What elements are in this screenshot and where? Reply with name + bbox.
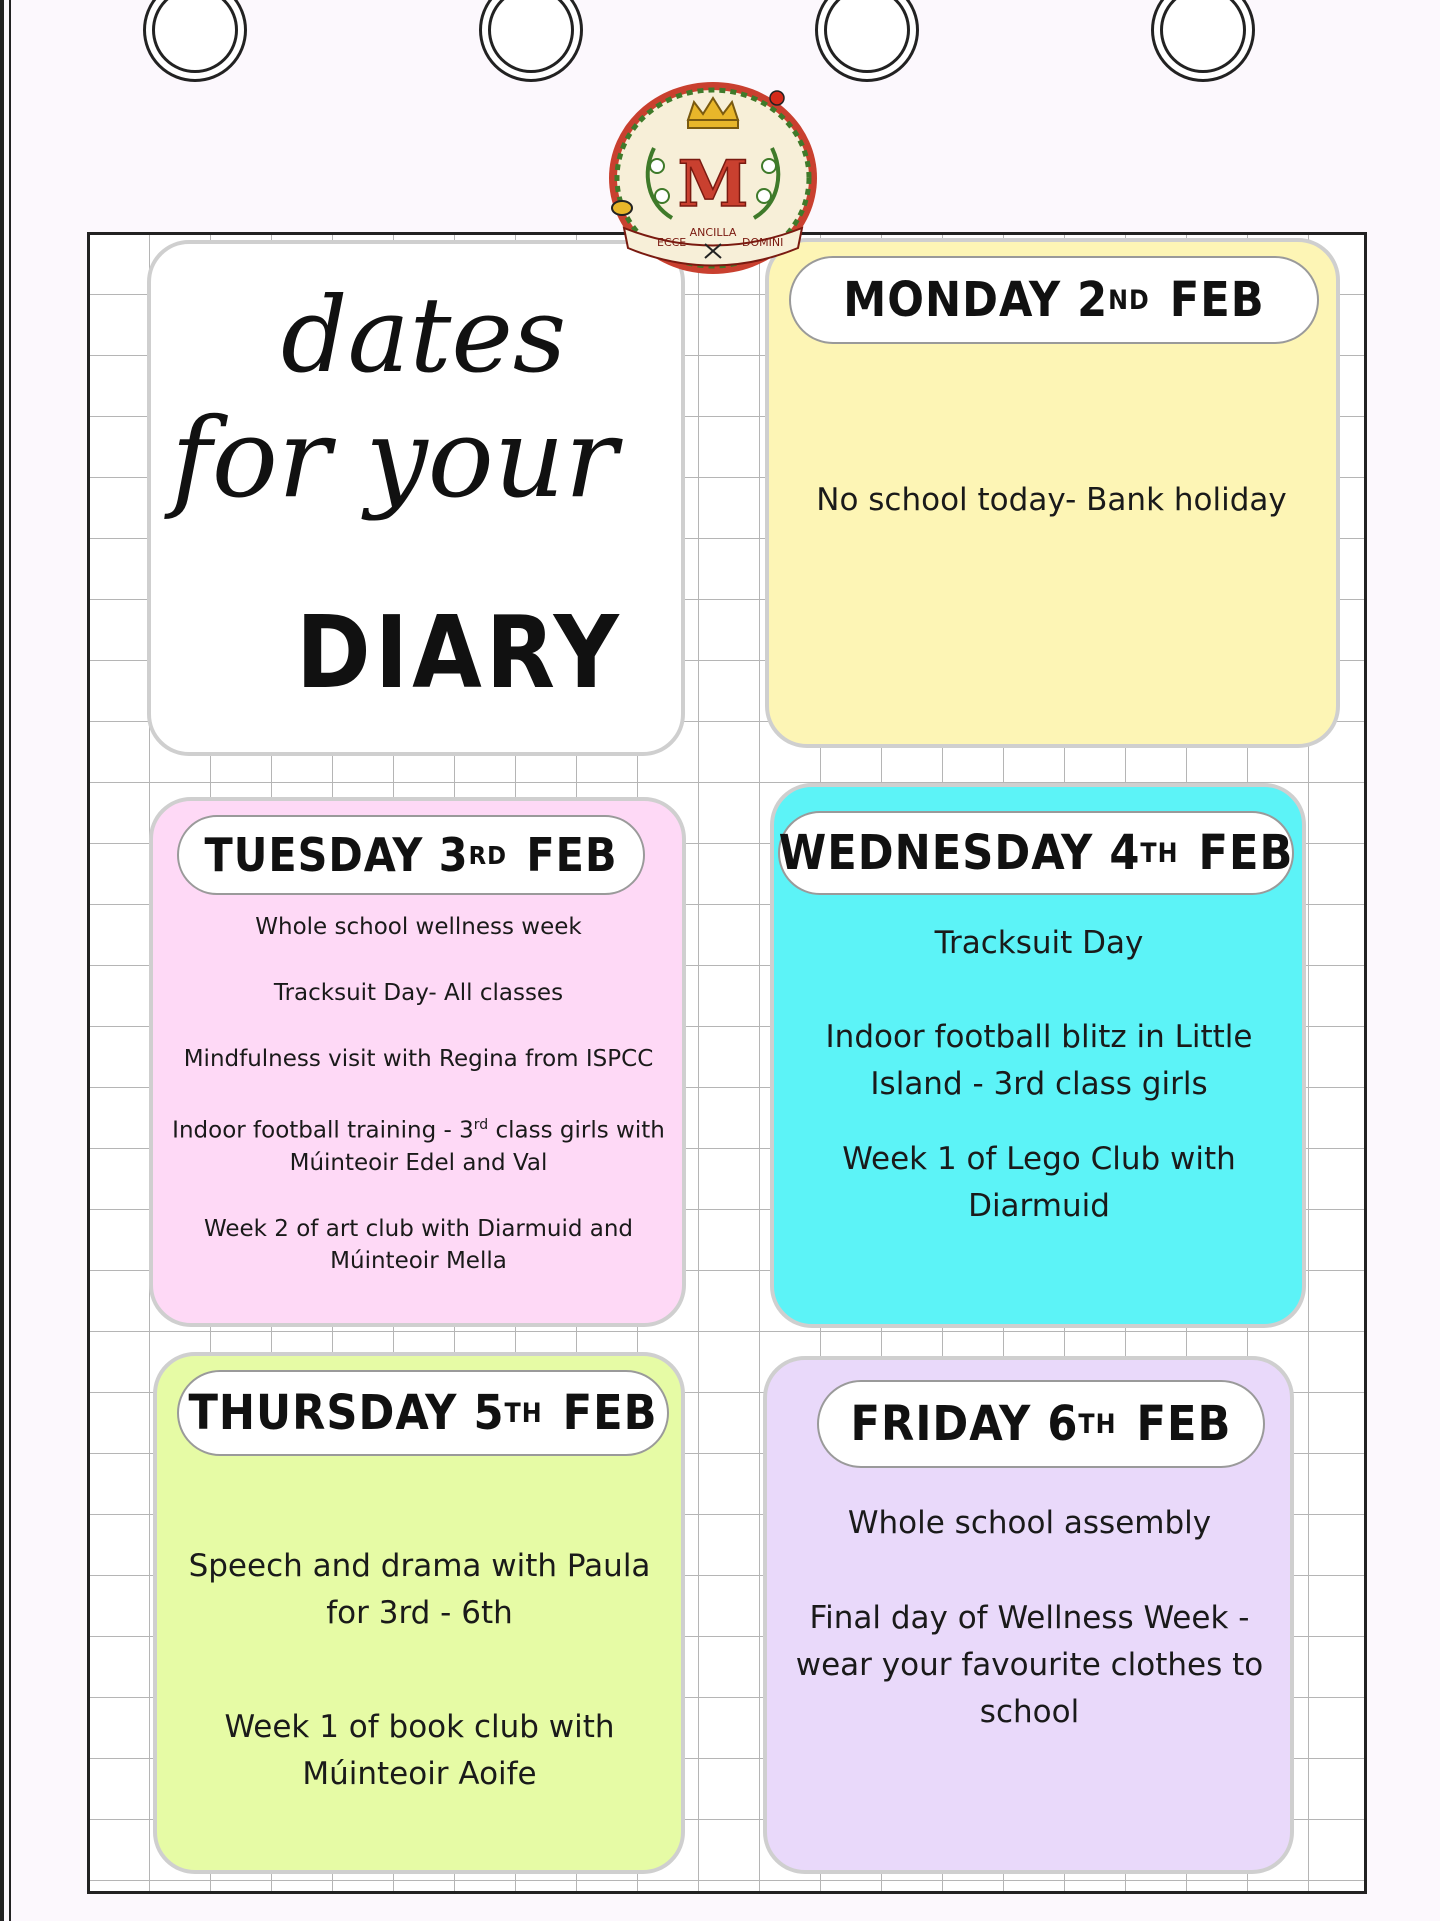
crest-monogram: M [677,147,749,222]
friday-card [763,1356,1294,1874]
event-item: Week 1 of Lego Club with Diarmuid [842,1141,1236,1224]
month: FEB [1169,272,1265,328]
title-for-your: for your [171,394,618,522]
event-item-text: class girls with Múinteoir Edel and Val [289,1117,665,1176]
day-name: WEDNESDAY [778,825,1094,881]
month: FEB [526,828,618,882]
monday-header [789,256,1319,344]
binder-edge-inner [9,0,11,1921]
title-card [147,240,685,756]
binder-edge [0,0,4,1921]
friday-header [817,1380,1265,1468]
crest-motto-left: ECCE [657,236,687,249]
thursday-header [177,1370,669,1456]
monday-body [779,482,1324,518]
event-item-text: Indoor football training - 3 [172,1117,474,1144]
thursday-body [167,1543,672,1798]
day-number: 4 [1109,825,1141,881]
event-item [161,1109,676,1179]
day-name: MONDAY [843,272,1062,328]
title-dates: dates [281,274,567,396]
crest-motto-center: ANCILLA [689,226,737,239]
day-name: TUESDAY [204,828,424,882]
tuesday-body [161,911,676,1277]
day-suffix: TH [504,1397,543,1429]
binder-ring [815,0,919,82]
event-item: Whole school wellness week [255,914,582,940]
month: FEB [562,1385,658,1441]
day-suffix: TH [1140,837,1179,869]
event-item: Week 2 of art club with Diarmuid and Múinteoir Mella [203,1215,634,1274]
day-suffix: TH [1078,1408,1117,1440]
binder-ring [143,0,247,82]
thursday-card [153,1352,685,1874]
wednesday-card [770,783,1306,1328]
day-number: 5 [473,1385,505,1441]
event-item: Tracksuit Day [934,925,1144,961]
event-item: No school today- Bank holiday [816,482,1287,518]
event-item: Indoor football blitz in Little Island - 3rd class girls [825,1019,1253,1102]
event-item: Speech and drama with Paula for 3rd - 6th [188,1548,651,1631]
month: FEB [1136,1396,1232,1452]
day-suffix: RD [468,840,507,870]
wednesday-header [778,811,1294,895]
ordinal-suffix: rd [473,1117,489,1133]
event-item: Mindfulness visit with Regina from ISPCC [183,1046,654,1072]
title-diary: DIARY [296,594,623,711]
ladybird-icon [770,91,784,105]
binder-ring [1151,0,1255,82]
day-name: FRIDAY [850,1396,1032,1452]
crest-motto-right: DOMINI [742,236,784,249]
day-number: 3 [438,828,469,882]
day-suffix: ND [1108,284,1150,316]
month: FEB [1198,825,1294,881]
day-name: THURSDAY [188,1385,458,1441]
wednesday-body [794,920,1284,1230]
event-item: Week 1 of book club with Múinteoir Aoife [224,1709,615,1792]
event-item: Whole school assembly [847,1505,1212,1541]
binder-ring [479,0,583,82]
monday-card [765,238,1340,748]
event-item: Tracksuit Day- All classes [273,980,564,1006]
day-number: 6 [1047,1396,1079,1452]
event-item: Final day of Wellness Week - wear your favourite clothes to school [795,1600,1264,1730]
bee-icon [612,201,632,215]
tuesday-header [177,815,645,895]
tuesday-card [149,797,686,1327]
friday-body [777,1500,1282,1736]
day-number: 2 [1077,272,1109,328]
school-crest-logo [602,78,824,278]
